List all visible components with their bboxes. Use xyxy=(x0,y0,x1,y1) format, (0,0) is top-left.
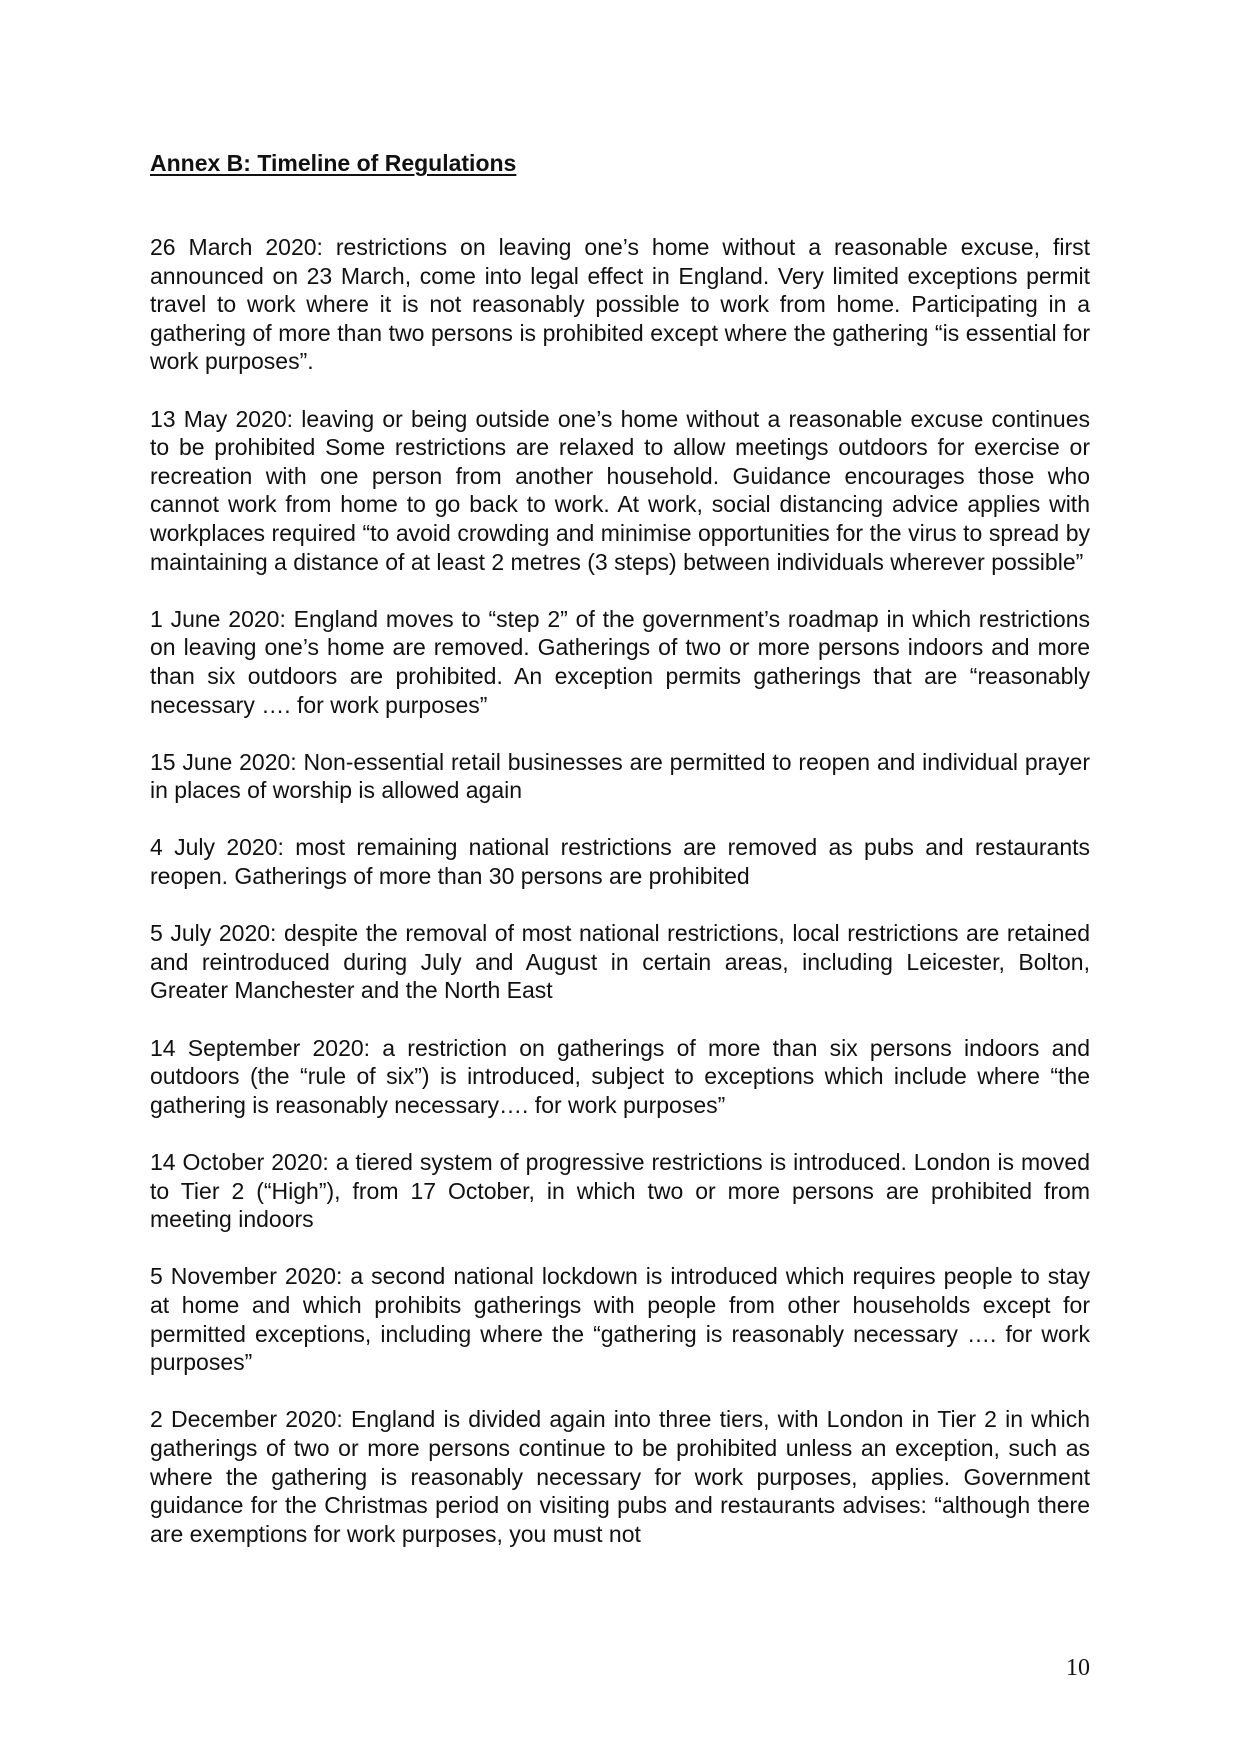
entry-text: a restriction on gatherings of more than six persons indoors and outdoors (the “rule of six”) is introduced, subject to exceptions which include where “the gathering is reasonably necessary…. for work purposes” xyxy=(150,1034,1090,1118)
entry-date: 26 March 2020: xyxy=(150,234,323,260)
entry-date: 14 October 2020: xyxy=(150,1149,329,1175)
entry-text: England is divided again into three tiers, with London in Tier 2 in which gatherings of two or more persons continue to be prohibited unless an exception, such as where the gathering is reasonably necessary for work purposes, applies. Government guidance for the Christmas period on visiting pubs and restaurants advises: “although there are exemptions for work purposes, you must not xyxy=(150,1406,1090,1547)
timeline-entry xyxy=(150,919,1090,1005)
entry-date: 14 September 2020: xyxy=(150,1034,371,1061)
timeline-entry xyxy=(150,1148,1090,1234)
timeline-entry xyxy=(150,1405,1090,1548)
entry-text: most remaining national restrictions are removed as pubs and restaurants reopen. Gatherings of more than 30 persons are prohibited xyxy=(150,834,1090,890)
timeline-list xyxy=(150,233,1090,1577)
entry-date: 5 July 2020: xyxy=(150,920,277,947)
timeline-entry xyxy=(150,1034,1090,1120)
timeline-entry xyxy=(150,833,1090,890)
entry-date: 5 November 2020: xyxy=(150,1263,343,1290)
entry-date: 1 June 2020: xyxy=(150,605,286,632)
entry-date: 4 July 2020: xyxy=(150,834,284,861)
annex-title: Annex B: Timeline of Regulations xyxy=(150,150,517,176)
timeline-entry xyxy=(150,748,1090,805)
entry-text: Non-essential retail businesses are permitted to reopen and individual prayer in places of worship is allowed again xyxy=(150,748,1091,804)
entry-date: 2 December 2020: xyxy=(150,1406,343,1433)
entry-date: 13 May 2020: xyxy=(150,405,294,432)
timeline-entry xyxy=(150,405,1090,577)
timeline-entry xyxy=(150,233,1090,376)
timeline-entry xyxy=(150,1262,1090,1376)
entry-text: despite the removal of most national restrictions, local restrictions are retained and reintroduced during July and August in certain areas, including Leicester, Bolton, Greater Manchester and the North East xyxy=(150,920,1091,1004)
page-number: 10 xyxy=(1066,1655,1090,1681)
entry-text: restrictions on leaving one’s home without a reasonable excuse, first announced on 23 March, come into legal effect in England. Very limited exceptions permit travel to work where it is not reasonably possible to work from home. Participating in a gathering of more than two persons is prohibited except where the gathering “is essential for work purposes”. xyxy=(150,234,1090,375)
entry-text: England moves to “step 2” of the government’s roadmap in which restrictions on leaving one’s home are removed. Gatherings of two or more persons indoors and more than six outdoors are prohibited. An exception permits gatherings that are “reasonably necessary …. for work purposes” xyxy=(150,605,1090,718)
entry-text: leaving or being outside one’s home without a reasonable excuse continues to be prohibited Some restrictions are relaxed to allow meetings outdoors for exercise or recreation with one person from another household. Guidance encourages those who cannot work from home to go back to work. At work, social distancing advice applies with workplaces required “to avoid crowding and minimise opportunities for the virus to spread by maintaining a distance of at least 2 metres (3 steps) between individuals wherever possible” xyxy=(150,405,1090,575)
entry-date: 15 June 2020: xyxy=(150,748,297,775)
entry-text: a tiered system of progressive restrictions is introduced. London is moved to Tier 2 (“High”), from 17 October, in which two or more persons are prohibited from meeting indoors xyxy=(150,1149,1090,1233)
entry-text: a second national lockdown is introduced which requires people to stay at home and which prohibits gatherings with people from other households except for permitted exceptions, including where the “gathering is reasonably necessary …. for work purposes” xyxy=(150,1263,1090,1376)
timeline-entry xyxy=(150,605,1090,719)
